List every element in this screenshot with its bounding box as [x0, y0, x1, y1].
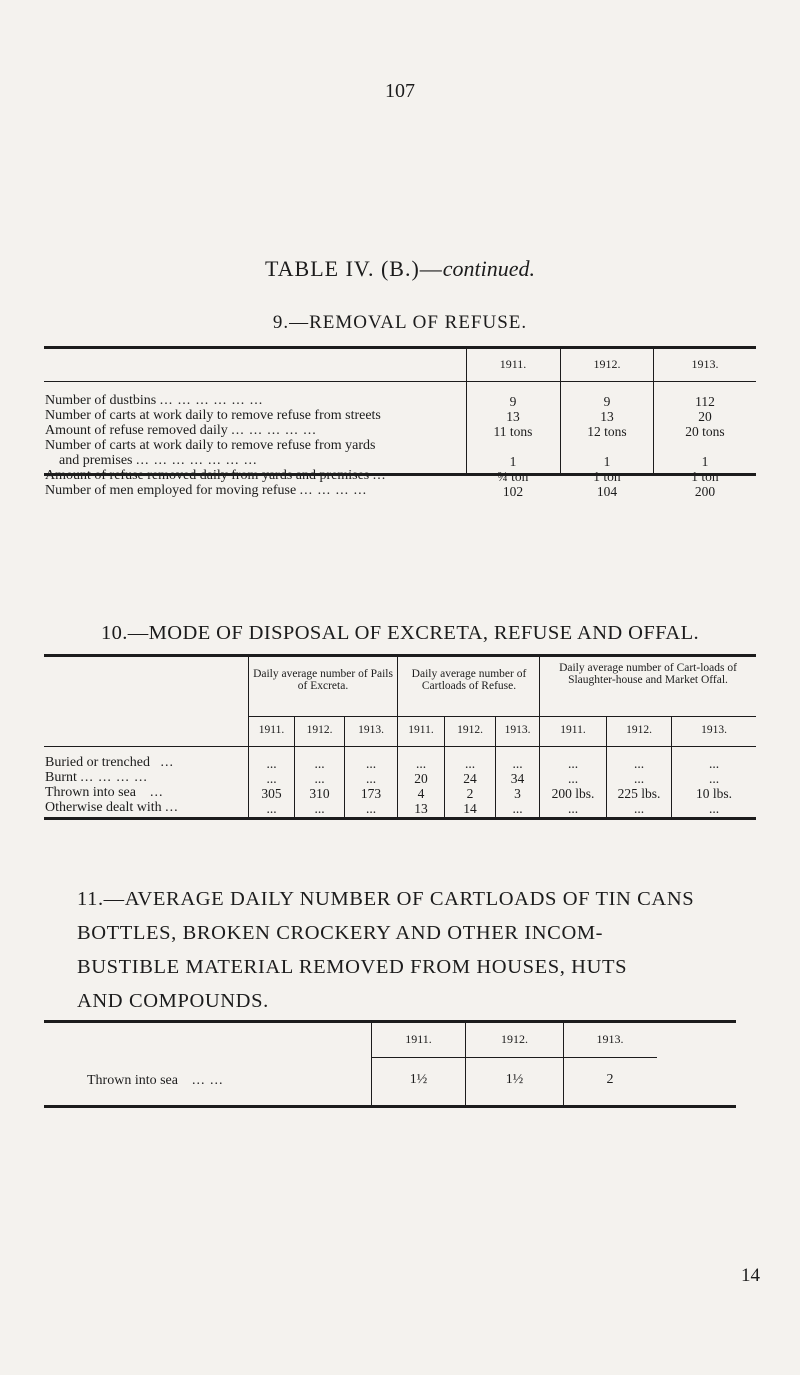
page-footer-number: 14 [741, 1265, 760, 1286]
s10-cell: ... [708, 756, 720, 771]
s9-cell: 102 [502, 484, 524, 499]
s10-year: 1913. [358, 724, 384, 736]
s10-cell: ... [314, 771, 325, 786]
table-heading-text: TABLE IV. (B.)— [264, 256, 443, 281]
s10-cell: ... [512, 801, 523, 816]
s10-year: 1913. [701, 724, 727, 736]
s10-year: 1911. [258, 724, 285, 736]
s11-title-line: 11.—AVERAGE DAILY NUMBER OF CARTLOADS OF TIN CANS [77, 888, 695, 910]
s10-year: 1911. [408, 724, 434, 736]
s9-cell: 12 tons [587, 424, 627, 439]
section9-title: 9.—REMOVAL OF REFUSE. [272, 312, 528, 333]
s9-row-label: and premises ... ... ... ... ... ... ... [59, 453, 258, 468]
s11-title-line: AND COMPOUNDS. [77, 990, 269, 1012]
s9-cell: 9 [603, 394, 611, 409]
s10-cell: 4 [417, 786, 425, 801]
s9-row-label: Number of carts at work daily to remove refuse from streets [45, 408, 381, 423]
s10-cell: ... [365, 801, 377, 816]
s10-cell: 305 [261, 786, 282, 801]
s10-year: 1913. [504, 724, 531, 736]
s10-cell: 310 [309, 786, 330, 801]
section10-title: 10.—MODE OF DISPOSAL OF EXCRETA, REFUSE AND OFFAL. [100, 622, 700, 644]
s10-cell: ... [567, 756, 579, 771]
s9-cell: 1 ton [691, 469, 719, 484]
s10-cell: ... [415, 756, 427, 771]
s10-year: 1911. [560, 724, 586, 736]
s10-cell: ... [266, 771, 277, 786]
s11-header-1913: 1913. [596, 1032, 624, 1046]
s10-cell: ... [633, 801, 645, 816]
s9-row-label: Amount of refuse removed daily from yards and premises ... [45, 468, 387, 483]
s10-cell: 20 [414, 771, 428, 786]
s9-cell: 1 [509, 454, 517, 469]
s10-cell: 2 [466, 786, 474, 801]
s10-cell: ... [314, 756, 325, 771]
s10-row-label: Otherwise dealt with ... [45, 800, 179, 815]
s10-row-label: Thrown into sea ... [45, 785, 164, 800]
s10-cell: ... [512, 756, 523, 771]
s11-title-line: BOTTLES, BROKEN CROCKERY AND OTHER INCOM- [77, 922, 604, 944]
s9-cell: 13 [600, 409, 614, 424]
s10-cell: 3 [514, 786, 521, 801]
s9-cell: 104 [596, 484, 618, 499]
s10-cell: ... [266, 756, 277, 771]
s10-cell: 173 [360, 786, 382, 801]
s10-cell: 24 [463, 771, 477, 786]
s9-cell: 1 [603, 454, 611, 469]
s9-cell: 1 ton [593, 469, 621, 484]
s9-cell: 20 tons [685, 424, 725, 439]
s10-cell: ... [365, 756, 377, 771]
page-number: 107 [385, 80, 415, 102]
s9-row-label: Amount of refuse removed daily ... ... ... ... ... [45, 423, 317, 438]
s10-cell: 200 lbs. [551, 786, 595, 801]
s9-cell: 9 [509, 394, 517, 409]
s10-cell: ... [633, 771, 645, 786]
s10-cell: ... [708, 801, 720, 816]
s11-cell: 1½ [409, 1072, 428, 1087]
s10-cell: 14 [463, 801, 477, 816]
s11-title-line: BUSTIBLE MATERIAL REMOVED FROM HOUSES, HUTS [77, 956, 628, 978]
s9-row-label: Number of carts at work daily to remove refuse from yards [45, 438, 376, 453]
s11-header-1912: 1912. [501, 1032, 528, 1046]
s10-cell: 34 [510, 771, 525, 786]
s10-group-header-excreta: Daily average number of Pails of Excreta. [253, 668, 393, 692]
s10-group-header-offal: Daily average number of Cart-loads of Slaughter-house and Market Offal. [559, 662, 737, 686]
s9-row-label: Number of dustbins ... ... ... ... ... ... [45, 393, 264, 408]
table-heading [0, 256, 800, 282]
s10-year: 1912. [306, 724, 333, 736]
s11-header-1911: 1911. [405, 1032, 432, 1046]
s9-cell: 1 [701, 454, 709, 469]
s9-cell: 112 [695, 394, 715, 409]
section11-title [77, 882, 777, 1018]
s10-cell: 225 lbs. [617, 786, 661, 801]
s10-cell: ... [365, 771, 377, 786]
s11-cell: 1½ [505, 1072, 524, 1087]
s10-cell: ... [314, 801, 325, 816]
s9-cell: 13 [506, 409, 520, 424]
s9-header-1913: 1913. [691, 357, 719, 371]
table-heading-continued: continued. [442, 256, 536, 281]
s10-cell: ... [567, 801, 579, 816]
s10-cell: ... [708, 771, 720, 786]
s10-cell: ... [567, 771, 579, 786]
s10-row-label: Burnt ... ... ... ... [45, 770, 148, 785]
s9-cell: 200 [694, 484, 716, 499]
s10-row-label: Buried or trenched ... [45, 755, 174, 770]
s10-group-header-refuse: Daily average number of Cartloads of Refuse. [411, 668, 527, 692]
s9-cell: 11 tons [493, 424, 533, 439]
s9-cell: ¾ ton [497, 469, 529, 484]
s9-cell: 20 [698, 409, 712, 424]
s10-cell: ... [464, 756, 476, 771]
s9-header-1911: 1911. [499, 357, 527, 371]
s10-year: 1912. [626, 724, 652, 736]
s10-cell: 10 lbs. [695, 786, 732, 801]
s10-cell: 13 [414, 801, 428, 816]
s10-year: 1912. [457, 724, 483, 736]
s11-cell: 2 [606, 1072, 614, 1087]
s9-row-label: Number of men employed for moving refuse ... ... ... ... [45, 483, 368, 498]
s10-cell: ... [633, 756, 645, 771]
s9-header-1912: 1912. [593, 357, 621, 371]
s10-cell: ... [266, 801, 277, 816]
s11-row-label: Thrown into sea ... ... [87, 1073, 224, 1088]
